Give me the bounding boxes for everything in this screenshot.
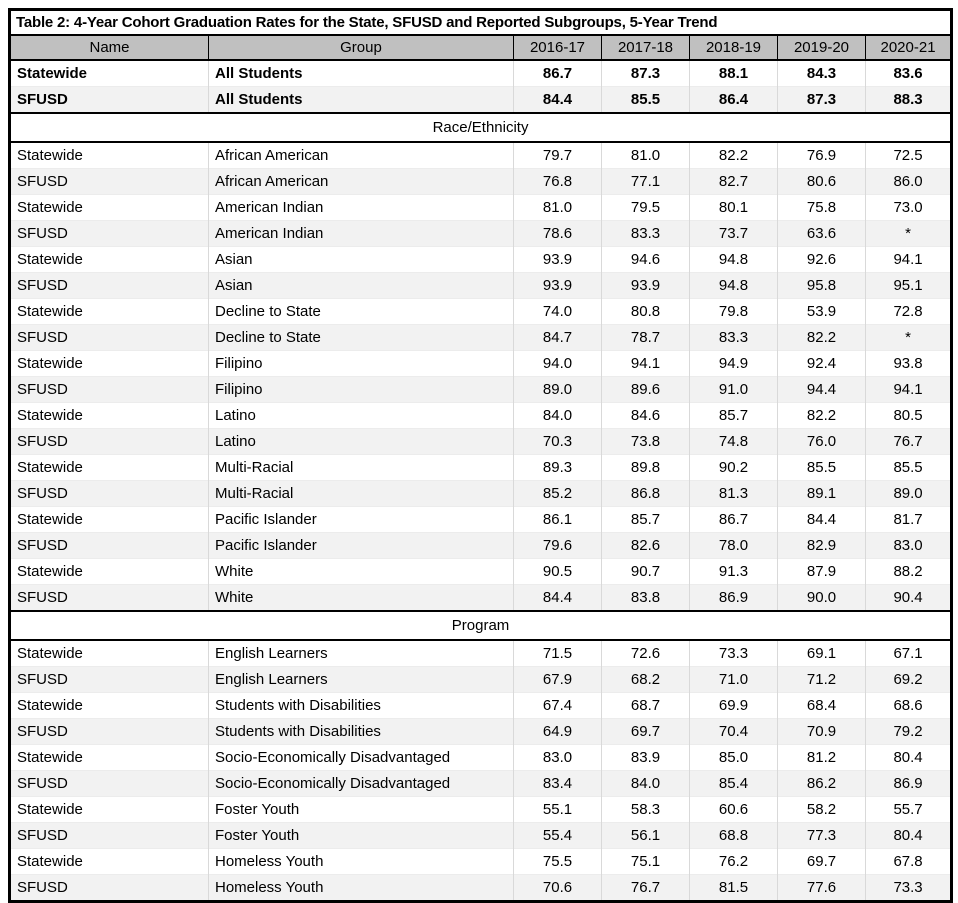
rate-cell: 85.7 [602, 507, 690, 533]
table-row [10, 87, 952, 114]
rate-cell: 68.6 [866, 693, 952, 719]
rate-cell: 69.2 [866, 667, 952, 693]
rate-cell: 90.0 [778, 585, 866, 612]
group-cell: All Students [209, 87, 514, 114]
rate-cell: 89.0 [866, 481, 952, 507]
table-row [10, 849, 952, 875]
name-cell: SFUSD [10, 533, 209, 559]
rate-cell: 86.9 [690, 585, 778, 612]
group-cell: Socio-Economically Disadvantaged [209, 771, 514, 797]
rate-cell: 83.0 [514, 745, 602, 771]
rate-cell: 69.7 [602, 719, 690, 745]
rate-cell: 83.6 [866, 60, 952, 87]
name-cell: Statewide [10, 640, 209, 667]
rate-cell: 83.3 [602, 221, 690, 247]
graduation-rates-table [8, 8, 953, 903]
rate-cell: 94.1 [866, 377, 952, 403]
rate-cell: 82.2 [778, 403, 866, 429]
rate-cell: 71.5 [514, 640, 602, 667]
name-cell: Statewide [10, 142, 209, 169]
rate-cell: 72.8 [866, 299, 952, 325]
rate-cell: 76.7 [602, 875, 690, 902]
rate-cell: 94.1 [602, 351, 690, 377]
rate-cell: 93.9 [514, 273, 602, 299]
section-divider-row [10, 113, 952, 142]
table-row [10, 640, 952, 667]
rate-cell: 86.1 [514, 507, 602, 533]
rate-cell: 70.9 [778, 719, 866, 745]
name-cell: SFUSD [10, 585, 209, 612]
group-cell: Latino [209, 429, 514, 455]
column-header-2018-19: 2018-19 [690, 35, 778, 60]
rate-cell: 91.3 [690, 559, 778, 585]
group-cell: English Learners [209, 640, 514, 667]
rate-cell: 58.3 [602, 797, 690, 823]
table-row [10, 693, 952, 719]
rate-cell: 90.4 [866, 585, 952, 612]
rate-cell: 69.9 [690, 693, 778, 719]
rate-cell: 82.2 [690, 142, 778, 169]
table-row [10, 823, 952, 849]
rate-cell: 84.0 [602, 771, 690, 797]
rate-cell: 67.9 [514, 667, 602, 693]
rate-cell: 73.3 [866, 875, 952, 902]
group-cell: African American [209, 142, 514, 169]
name-cell: SFUSD [10, 221, 209, 247]
rate-cell: 67.4 [514, 693, 602, 719]
rate-cell: 75.5 [514, 849, 602, 875]
name-cell: Statewide [10, 507, 209, 533]
rate-cell: 85.7 [690, 403, 778, 429]
table-title-row [10, 10, 952, 36]
rate-cell: 68.7 [602, 693, 690, 719]
rate-cell: 89.8 [602, 455, 690, 481]
table-row [10, 455, 952, 481]
group-cell: Foster Youth [209, 823, 514, 849]
rate-cell: 91.0 [690, 377, 778, 403]
rate-cell: 94.8 [690, 247, 778, 273]
group-cell: Decline to State [209, 299, 514, 325]
rate-cell: 74.8 [690, 429, 778, 455]
group-cell: Pacific Islander [209, 507, 514, 533]
table-row [10, 169, 952, 195]
rate-cell: 82.6 [602, 533, 690, 559]
rate-cell: 72.6 [602, 640, 690, 667]
table-row [10, 221, 952, 247]
rate-cell: 67.1 [866, 640, 952, 667]
rate-cell: 90.5 [514, 559, 602, 585]
rate-cell: 89.6 [602, 377, 690, 403]
rate-cell: 89.0 [514, 377, 602, 403]
rate-cell: 77.3 [778, 823, 866, 849]
rate-cell: 64.9 [514, 719, 602, 745]
table-row [10, 533, 952, 559]
rate-cell: 85.0 [690, 745, 778, 771]
name-cell: Statewide [10, 693, 209, 719]
group-cell: All Students [209, 60, 514, 87]
table-row [10, 377, 952, 403]
table-row [10, 403, 952, 429]
table-row [10, 797, 952, 823]
rate-cell: 79.6 [514, 533, 602, 559]
name-cell: SFUSD [10, 771, 209, 797]
name-cell: SFUSD [10, 325, 209, 351]
rate-cell: 84.4 [514, 585, 602, 612]
column-header-2020-21: 2020-21 [866, 35, 952, 60]
rate-cell: 88.1 [690, 60, 778, 87]
rate-cell: 94.0 [514, 351, 602, 377]
rate-cell: 74.0 [514, 299, 602, 325]
group-cell: Students with Disabilities [209, 719, 514, 745]
group-cell: Asian [209, 247, 514, 273]
column-header-row [10, 35, 952, 60]
rate-cell: 89.1 [778, 481, 866, 507]
rate-cell: 73.8 [602, 429, 690, 455]
rate-cell: 85.5 [778, 455, 866, 481]
table-row [10, 273, 952, 299]
group-cell: Filipino [209, 351, 514, 377]
table-row [10, 559, 952, 585]
rate-cell: 83.0 [866, 533, 952, 559]
table-row [10, 429, 952, 455]
rate-cell: 81.2 [778, 745, 866, 771]
table-row [10, 142, 952, 169]
name-cell: Statewide [10, 403, 209, 429]
group-cell: English Learners [209, 667, 514, 693]
name-cell: Statewide [10, 351, 209, 377]
rate-cell: 60.6 [690, 797, 778, 823]
group-cell: Multi-Racial [209, 455, 514, 481]
rate-cell: 81.3 [690, 481, 778, 507]
section-header-label: Program [10, 611, 952, 640]
name-cell: Statewide [10, 60, 209, 87]
name-cell: SFUSD [10, 429, 209, 455]
rate-cell: 78.0 [690, 533, 778, 559]
name-cell: Statewide [10, 849, 209, 875]
group-cell: White [209, 559, 514, 585]
rate-cell: 79.8 [690, 299, 778, 325]
rate-cell: 67.8 [866, 849, 952, 875]
rate-cell: 80.4 [866, 823, 952, 849]
rate-cell: 88.2 [866, 559, 952, 585]
section-divider-row [10, 611, 952, 640]
column-header-group: Group [209, 35, 514, 60]
group-cell: Foster Youth [209, 797, 514, 823]
rate-cell: 84.3 [778, 60, 866, 87]
group-cell: Pacific Islander [209, 533, 514, 559]
column-header-name: Name [10, 35, 209, 60]
name-cell: Statewide [10, 745, 209, 771]
section-header-label: Race/Ethnicity [10, 113, 952, 142]
rate-cell: 77.6 [778, 875, 866, 902]
rate-cell: 70.4 [690, 719, 778, 745]
rate-cell: 89.3 [514, 455, 602, 481]
rate-cell: 95.1 [866, 273, 952, 299]
rate-cell: 92.4 [778, 351, 866, 377]
name-cell: SFUSD [10, 875, 209, 902]
group-cell: American Indian [209, 195, 514, 221]
rate-cell: 75.1 [602, 849, 690, 875]
rate-cell: 81.7 [866, 507, 952, 533]
rate-cell: 76.8 [514, 169, 602, 195]
rate-cell: 79.7 [514, 142, 602, 169]
rate-cell: 72.5 [866, 142, 952, 169]
rate-cell: 94.9 [690, 351, 778, 377]
table-row [10, 481, 952, 507]
table-row [10, 875, 952, 902]
rate-cell: 86.9 [866, 771, 952, 797]
table-row [10, 745, 952, 771]
table-title: Table 2: 4-Year Cohort Graduation Rates for the State, SFUSD and Reported Subgroups, 5-Year Trend [10, 10, 952, 36]
rate-cell: 77.1 [602, 169, 690, 195]
rate-cell: 82.9 [778, 533, 866, 559]
rate-cell: 94.8 [690, 273, 778, 299]
table-row [10, 585, 952, 612]
group-cell: White [209, 585, 514, 612]
rate-cell: 79.5 [602, 195, 690, 221]
table-row [10, 299, 952, 325]
rate-cell: 84.4 [514, 87, 602, 114]
rate-cell: 84.4 [778, 507, 866, 533]
table-row [10, 667, 952, 693]
name-cell: SFUSD [10, 823, 209, 849]
rate-cell: 69.1 [778, 640, 866, 667]
rate-cell: 75.8 [778, 195, 866, 221]
rate-cell: 68.4 [778, 693, 866, 719]
rate-cell: 83.9 [602, 745, 690, 771]
table-row [10, 325, 952, 351]
rate-cell: 90.7 [602, 559, 690, 585]
group-cell: Homeless Youth [209, 849, 514, 875]
column-header-2019-20: 2019-20 [778, 35, 866, 60]
name-cell: SFUSD [10, 667, 209, 693]
table-row [10, 771, 952, 797]
rate-cell: 84.7 [514, 325, 602, 351]
rate-cell: 85.2 [514, 481, 602, 507]
table-body [10, 60, 952, 902]
name-cell: SFUSD [10, 481, 209, 507]
name-cell: Statewide [10, 299, 209, 325]
rate-cell: 94.1 [866, 247, 952, 273]
rate-cell: 81.5 [690, 875, 778, 902]
rate-cell: 94.4 [778, 377, 866, 403]
rate-cell: 83.3 [690, 325, 778, 351]
rate-cell: 86.2 [778, 771, 866, 797]
rate-cell: 78.6 [514, 221, 602, 247]
rate-cell: 87.3 [778, 87, 866, 114]
rate-cell: 88.3 [866, 87, 952, 114]
rate-cell: 85.5 [602, 87, 690, 114]
rate-cell: 71.2 [778, 667, 866, 693]
rate-cell: 83.4 [514, 771, 602, 797]
table-row [10, 60, 952, 87]
name-cell: Statewide [10, 195, 209, 221]
name-cell: SFUSD [10, 719, 209, 745]
rate-cell: 73.3 [690, 640, 778, 667]
rate-cell: 93.8 [866, 351, 952, 377]
group-cell: Socio-Economically Disadvantaged [209, 745, 514, 771]
rate-cell: 86.0 [866, 169, 952, 195]
rate-cell: 80.6 [778, 169, 866, 195]
rate-cell: 82.7 [690, 169, 778, 195]
group-cell: African American [209, 169, 514, 195]
rate-cell: 80.8 [602, 299, 690, 325]
rate-cell: 86.7 [514, 60, 602, 87]
rate-cell: 58.2 [778, 797, 866, 823]
rate-cell: 55.7 [866, 797, 952, 823]
rate-cell: 93.9 [602, 273, 690, 299]
rate-cell: 78.7 [602, 325, 690, 351]
group-cell: Homeless Youth [209, 875, 514, 902]
rate-cell: 63.6 [778, 221, 866, 247]
name-cell: SFUSD [10, 87, 209, 114]
rate-cell: 84.6 [602, 403, 690, 429]
rate-cell: 76.7 [866, 429, 952, 455]
rate-cell: 82.2 [778, 325, 866, 351]
rate-cell: 71.0 [690, 667, 778, 693]
table-row [10, 507, 952, 533]
group-cell: Latino [209, 403, 514, 429]
rate-cell: 84.0 [514, 403, 602, 429]
rate-cell: 55.4 [514, 823, 602, 849]
rate-cell: 73.7 [690, 221, 778, 247]
rate-cell: 87.9 [778, 559, 866, 585]
rate-cell: 76.2 [690, 849, 778, 875]
rate-cell: 95.8 [778, 273, 866, 299]
rate-cell: 83.8 [602, 585, 690, 612]
rate-cell: 86.4 [690, 87, 778, 114]
column-header-2017-18: 2017-18 [602, 35, 690, 60]
rate-cell: 81.0 [602, 142, 690, 169]
name-cell: SFUSD [10, 377, 209, 403]
name-cell: Statewide [10, 559, 209, 585]
rate-cell: 79.2 [866, 719, 952, 745]
rate-cell: 90.2 [690, 455, 778, 481]
rate-cell: 80.1 [690, 195, 778, 221]
rate-cell: 70.6 [514, 875, 602, 902]
group-cell: American Indian [209, 221, 514, 247]
name-cell: SFUSD [10, 273, 209, 299]
name-cell: Statewide [10, 797, 209, 823]
group-cell: Asian [209, 273, 514, 299]
rate-cell: 55.1 [514, 797, 602, 823]
table-row [10, 351, 952, 377]
rate-cell: 69.7 [778, 849, 866, 875]
group-cell: Students with Disabilities [209, 693, 514, 719]
rate-cell: 68.2 [602, 667, 690, 693]
rate-cell: 73.0 [866, 195, 952, 221]
rate-cell: 53.9 [778, 299, 866, 325]
rate-cell: 70.3 [514, 429, 602, 455]
rate-cell: 86.7 [690, 507, 778, 533]
rate-cell: 92.6 [778, 247, 866, 273]
rate-cell: * [866, 221, 952, 247]
group-cell: Decline to State [209, 325, 514, 351]
rate-cell: 94.6 [602, 247, 690, 273]
rate-cell: 81.0 [514, 195, 602, 221]
name-cell: Statewide [10, 455, 209, 481]
rate-cell: 80.4 [866, 745, 952, 771]
table-row [10, 195, 952, 221]
column-header-2016-17: 2016-17 [514, 35, 602, 60]
rate-cell: 76.9 [778, 142, 866, 169]
rate-cell: 80.5 [866, 403, 952, 429]
rate-cell: 93.9 [514, 247, 602, 273]
name-cell: Statewide [10, 247, 209, 273]
rate-cell: * [866, 325, 952, 351]
name-cell: SFUSD [10, 169, 209, 195]
table-row [10, 719, 952, 745]
rate-cell: 86.8 [602, 481, 690, 507]
group-cell: Multi-Racial [209, 481, 514, 507]
rate-cell: 56.1 [602, 823, 690, 849]
rate-cell: 68.8 [690, 823, 778, 849]
rate-cell: 85.4 [690, 771, 778, 797]
group-cell: Filipino [209, 377, 514, 403]
table-row [10, 247, 952, 273]
rate-cell: 87.3 [602, 60, 690, 87]
rate-cell: 76.0 [778, 429, 866, 455]
rate-cell: 85.5 [866, 455, 952, 481]
